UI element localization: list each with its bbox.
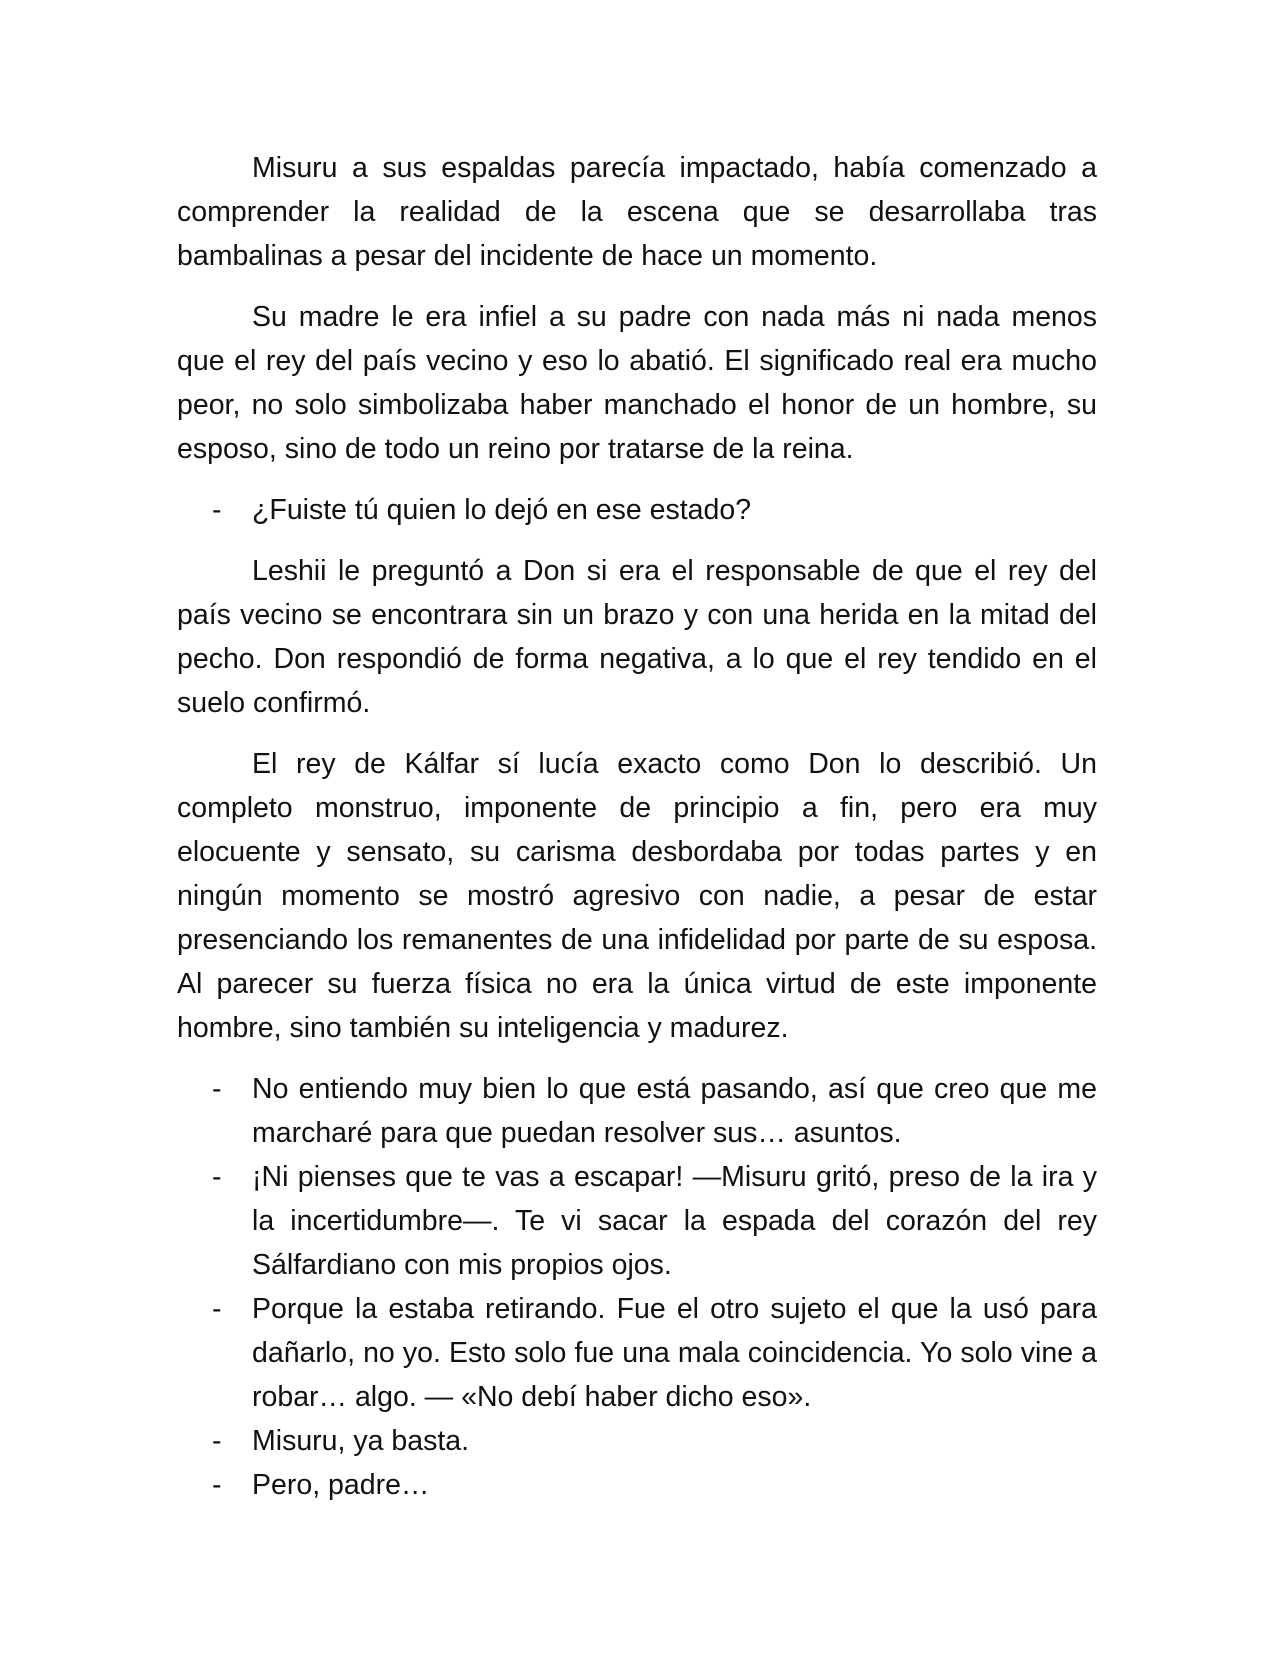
dialog-line: [177, 1287, 1097, 1419]
paragraph: Su madre le era infiel a su padre con nada más ni nada menos que el rey del país vecino y eso lo abatió. El significado real era mucho peor, no solo simbolizaba haber manchado el honor de un hombre, su esposo, sino de todo un reino por tratarse de la reina.: [177, 301, 1097, 465]
paragraph: Leshii le preguntó a Don si era el responsable de que el rey del país vecino se encontrara sin un brazo y con una herida en la mitad del pecho. Don respondió de forma negativa, a lo que el rey tendido en el suelo confirmó.: [177, 555, 1097, 719]
dialog-line: [177, 1419, 1097, 1463]
dialog-dash: -: [212, 494, 222, 526]
dialog-dash: -: [212, 1469, 222, 1501]
dialog-dash: -: [212, 1073, 222, 1105]
dialog-text: Pero, padre…: [252, 1469, 430, 1501]
paragraph: El rey de Kálfar sí lucía exacto como Don lo describió. Un completo monstruo, imponente de principio a fin, pero era muy elocuente y sensato, su carisma desbordaba por todas partes y en ningún momento se mostró agresivo con nadie, a pesar de estar presenciando los remanentes de una infidelidad por parte de su esposa. Al parecer su fuerza física no era la única virtud de este imponente hombre, sino también su inteligencia y madurez.: [177, 748, 1097, 1044]
dialog-dash: -: [212, 1425, 222, 1457]
dialog-line: [177, 1463, 1097, 1507]
dialog-line: [177, 1155, 1097, 1287]
dialog-text: No entiendo muy bien lo que está pasando, así que creo que me marcharé para que puedan resolver sus… asuntos.: [252, 1073, 1097, 1149]
dialog-line: [177, 488, 1097, 532]
dialog-text: ¡Ni pienses que te vas a escapar! —Misuru gritó, preso de la ira y la incertidumbre—. Te vi sacar la espada del corazón del rey Sálfardiano con mis propios ojos.: [252, 1161, 1097, 1281]
dialog-line: [177, 1067, 1097, 1155]
dialog-text: Misuru, ya basta.: [252, 1425, 470, 1457]
dialog-dash: -: [212, 1161, 222, 1193]
document-body: [177, 146, 1097, 1507]
dialog-text: ¿Fuiste tú quien lo dejó en ese estado?: [252, 494, 752, 526]
dialog-dash: -: [212, 1293, 222, 1325]
dialog-list: [177, 1067, 1097, 1507]
dialog-text: Porque la estaba retirando. Fue el otro sujeto el que la usó para dañarlo, no yo. Esto solo fue una mala coincidencia. Yo solo vine a robar… algo. — «No debí haber dicho eso».: [252, 1293, 1097, 1413]
paragraph: Misuru a sus espaldas parecía impactado, había comenzado a comprender la realidad de la escena que se desarrollaba tras bambalinas a pesar del incidente de hace un momento.: [177, 152, 1097, 272]
